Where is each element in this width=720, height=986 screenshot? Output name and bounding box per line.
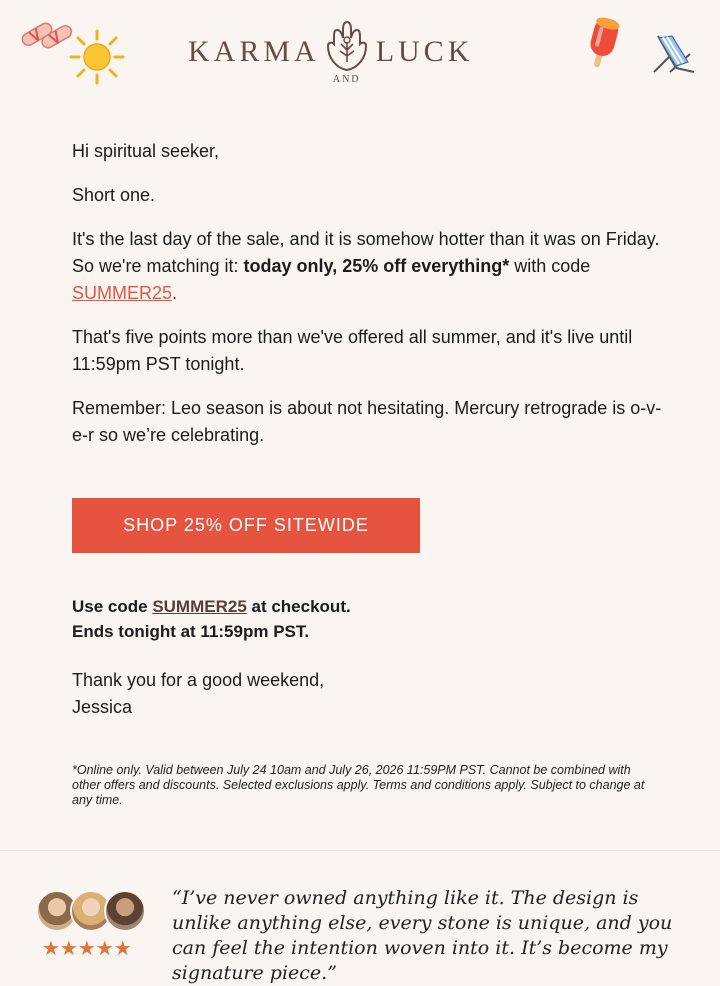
email-header [0,0,720,110]
checkout-line-1 [72,594,351,619]
intro-line: Short one. [72,185,156,205]
beach-chair-icon [650,32,700,80]
checkout-note [72,594,351,644]
checkout-line-2: Ends tonight at 11:59pm PST. [72,622,310,641]
hamsa-icon [324,18,370,85]
promo-code-link[interactable]: SUMMER25 [72,283,173,303]
reviewer-avatars [36,890,146,932]
shop-sale-button[interactable]: SHOP 25% OFF SITEWIDE [72,498,420,553]
sale-text-end: . [172,283,178,303]
signoff [72,667,324,721]
sale-text: It's the last day of the sale, and it is somehow hotter than it was on Friday. So we're matching it: [72,229,660,276]
brand-left: KARMA [188,34,320,68]
customer-review [0,880,720,984]
fine-print: *Online only. Valid between July 24 10am and July 26, 2026 11:59PM PST. Cannot be combined with other offers and discounts. Selected exclusions apply. Terms and conditions apply. Subject to change at any time. [72,763,645,807]
signoff-name: Jessica [72,697,133,717]
brand-right: LUCK [375,34,474,68]
checkout-code-link[interactable]: SUMMER25 [152,597,247,616]
email-body [72,138,672,466]
section-divider [0,850,720,851]
leo-paragraph: Remember: Leo season is about not hesitating. Mercury retrograde is o-v-e-r so we’re celebrating. [72,398,662,445]
checkout-suffix: at checkout. [246,597,351,616]
brand-and: AND [332,74,361,85]
signoff-line: Thank you for a good weekend, [72,670,325,690]
star-rating: ★★★★★ [42,938,132,960]
review-quote: “I’ve never owned anything like it. The design is unlike anything else, every stone is unique, and you can feel the intention woven into it. It’s become my signature piece.” [172,887,673,984]
greeting: Hi spiritual seeker, [72,141,220,161]
popsicle-icon [586,14,620,72]
sandals-icon [18,18,74,52]
checkout-prefix: Use code [72,597,153,616]
brand-logo[interactable] [188,18,473,85]
sale-offer: today only, 25% off everything* [243,256,510,276]
sale-paragraph [72,226,672,307]
offer-paragraph: That's five points more than we've offered all summer, and it's live until 11:59pm PST tonight. [72,327,633,374]
avatar [104,890,146,932]
sale-text-code-prefix: with code [509,256,591,276]
sun-icon [68,28,126,86]
